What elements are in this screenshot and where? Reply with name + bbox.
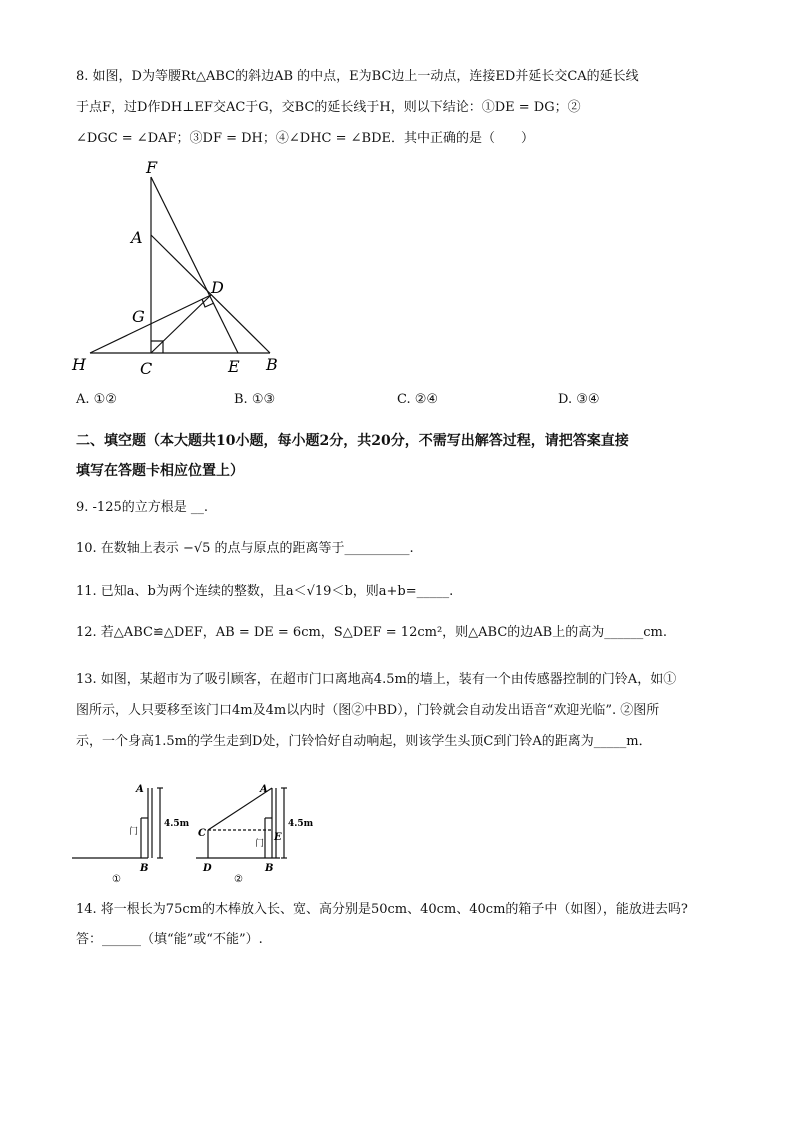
q8-line2: 于点F，过D作DH⊥EF交AC于G，交BC的延长线于H，则以下结论：①DE = DG；② xyxy=(76,100,581,115)
fig1-height: 4.5m xyxy=(164,819,190,829)
q13-figure-1 xyxy=(70,778,190,888)
label-H: H xyxy=(72,355,86,374)
fig1-number: ① xyxy=(112,874,121,885)
fig2-height: 4.5m xyxy=(288,819,314,829)
fig2-door: 门 xyxy=(255,839,265,849)
label-G: G xyxy=(132,307,145,326)
section2-heading-line2: 填写在答题卡相应位置上） xyxy=(76,463,244,479)
label-F: F xyxy=(146,158,158,177)
fig2-number: ② xyxy=(234,874,243,885)
label-C: C xyxy=(140,359,153,378)
fig1-label-B: B xyxy=(140,863,149,874)
section2-heading-line1: 二、填空题（本大题共10小题，每小题2分，共20分，不需写出解答过程，请把答案直接 xyxy=(76,433,629,449)
q8-geometry-figure xyxy=(68,155,308,385)
fig2-label-C: C xyxy=(198,828,206,839)
q13-line2: 图所示，人只要移至该门口4m及4m以内时（图②中BD），门铃就会自动发出语音“欢迎光临”. ②图所 xyxy=(76,703,660,718)
label-E: E xyxy=(228,357,240,376)
q12: 12. 若△ABC≌△DEF，AB = DE = 6cm，S△DEF = 12cm²，则△ABC的边AB上的高为______cm. xyxy=(76,625,667,640)
fig2-label-D: D xyxy=(203,863,212,874)
q8-line1: 8. 如图，D为等腰Rt△ABC的斜边AB 的中点，E为BC边上一动点，连接ED并延长交CA的延长线 xyxy=(76,69,639,84)
q8-option-a: A. ①② xyxy=(76,392,117,407)
q8-line3: ∠DGC = ∠DAF；③DF = DH；④∠DHC = ∠BDE．其中正确的是（ ） xyxy=(76,131,535,146)
label-A: A xyxy=(131,228,143,247)
q13-line3: 示，一个身高1.5m的学生走到D处，门铃恰好自动响起，则该学生头顶C到门铃A的距离为_____m． xyxy=(76,734,652,749)
q13-figure-2 xyxy=(192,778,332,888)
q10: 10. 在数轴上表示 −√5 的点与原点的距离等于__________. xyxy=(76,541,414,556)
label-B: B xyxy=(266,355,278,374)
q14-line2: 答：______（填“能”或“不能”）. xyxy=(76,932,263,947)
fig2-label-B: B xyxy=(265,863,274,874)
label-D: D xyxy=(211,278,224,297)
q13-line1: 13. 如图，某超市为了吸引顾客，在超市门口离地高4.5m的墙上，装有一个由传感器控制的门铃A，如① xyxy=(76,672,677,687)
q8-option-c: C. ②④ xyxy=(397,392,439,407)
fig2-label-E: E xyxy=(274,832,282,843)
q11: 11. 已知a、b为两个连续的整数，且a＜√19＜b，则a+b=_____. xyxy=(76,584,454,599)
fig1-door: 门 xyxy=(129,827,139,837)
fig2-label-A: A xyxy=(260,784,268,795)
q14-line1: 14. 将一根长为75cm的木棒放入长、宽、高分别是50cm、40cm、40cm的箱子中（如图），能放进去吗? xyxy=(76,902,688,917)
q9: 9. -125的立方根是 __. xyxy=(76,500,209,515)
q8-option-d: D. ③④ xyxy=(558,392,600,407)
fig1-label-A: A xyxy=(136,784,144,795)
q8-option-b: B. ①③ xyxy=(234,392,276,407)
